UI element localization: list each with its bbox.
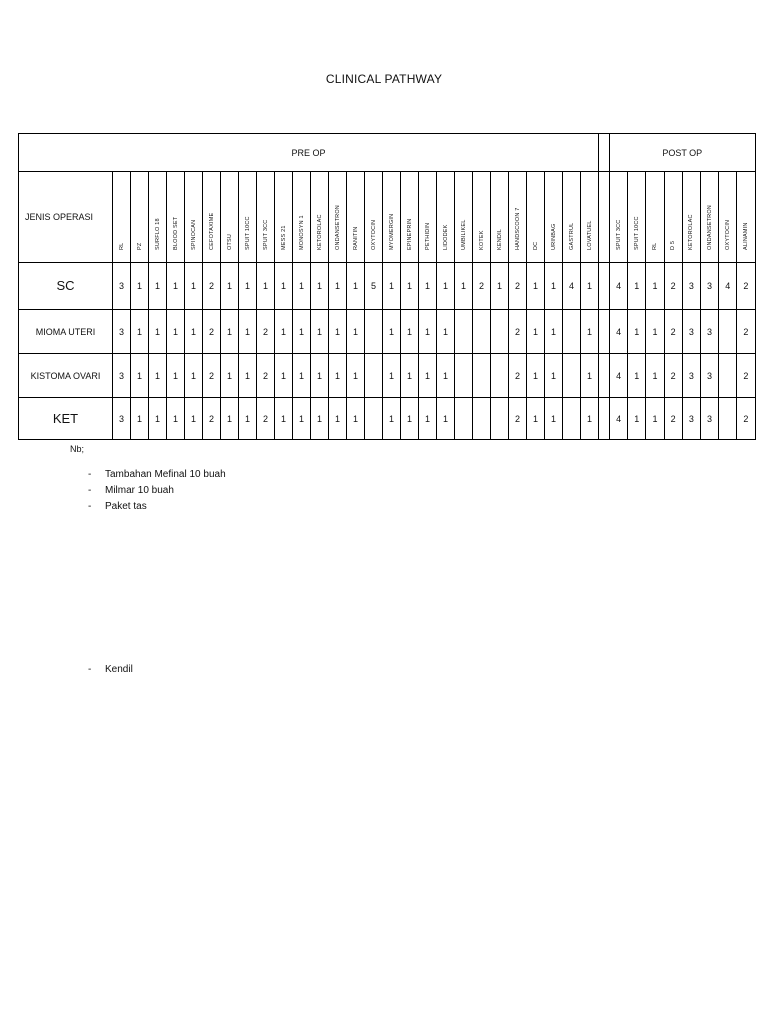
pre-op-value [365,310,383,354]
pre-op-value: 1 [437,398,455,440]
post-op-column-header [682,172,700,263]
pre-op-value: 2 [257,310,275,354]
pre-op-value: 1 [401,398,419,440]
pre-op-value [473,354,491,398]
column-label: KOTEK [478,230,485,250]
pre-op-value: 1 [293,398,311,440]
pre-op-value: 1 [167,354,185,398]
pre-op-value: 1 [149,354,167,398]
pre-op-value [455,398,473,440]
column-label: ONDANSETRON [334,205,341,250]
pre-op-value: 1 [383,263,401,310]
post-op-column-header [664,172,682,263]
pre-op-value: 1 [167,310,185,354]
pre-op-value: 1 [419,398,437,440]
column-label: ALINAMIN [742,222,749,250]
pre-op-value: 2 [509,398,527,440]
pre-op-column-header [311,172,329,263]
pre-op-column-header [293,172,311,263]
pre-op-value: 1 [275,354,293,398]
column-label: MESS 21 [280,225,287,250]
note-item [88,469,226,480]
pre-op-value: 1 [581,354,599,398]
pre-op-column-header [239,172,257,263]
nb-label: Nb; [70,444,85,454]
pre-op-value: 1 [221,310,239,354]
pre-op-value: 2 [509,263,527,310]
note-text: Kendil [105,664,133,675]
pre-op-value: 2 [473,263,491,310]
post-op-column-header [719,172,737,263]
pre-op-column-header [347,172,365,263]
column-label: MYOMERGIN [388,213,395,250]
pre-op-value: 1 [221,354,239,398]
pre-op-column-header [131,172,149,263]
pre-op-value: 2 [509,354,527,398]
pre-op-value: 1 [419,310,437,354]
pre-op-value: 1 [185,398,203,440]
jenis-operasi-header: JENIS OPERASI [19,172,113,263]
note-item [88,485,174,496]
post-op-value: 1 [646,263,664,310]
divider-cell [599,354,610,398]
column-label: DC [532,241,539,250]
pre-op-column-header [491,172,509,263]
pre-op-column-header [419,172,437,263]
post-op-value: 3 [700,354,718,398]
table-row [19,310,756,354]
pre-op-value: 1 [293,263,311,310]
pre-op-column-header [455,172,473,263]
post-op-value: 1 [628,263,646,310]
post-op-value: 3 [682,263,700,310]
clinical-pathway-table [18,133,756,440]
pre-op-value: 1 [311,398,329,440]
pre-op-column-header [113,172,131,263]
column-label: KENDIL [496,228,503,250]
pre-op-value: 1 [347,263,365,310]
pre-op-value [563,354,581,398]
column-label: MONOSYN 1 [298,215,305,250]
pre-op-value: 2 [203,398,221,440]
column-label: SURFLO 18 [154,218,161,250]
column-label: PZ [136,242,143,250]
pre-op-value: 1 [527,354,545,398]
table-row [19,354,756,398]
pre-op-value: 1 [257,263,275,310]
post-op-value: 2 [664,310,682,354]
pre-op-value: 1 [347,310,365,354]
pre-op-value: 2 [203,310,221,354]
pre-op-value: 1 [311,354,329,398]
divider-cell [599,263,610,310]
pre-op-value: 1 [185,354,203,398]
column-label: CEFOTAXIME [208,212,215,250]
pre-op-value [563,310,581,354]
pre-op-value: 1 [221,398,239,440]
pre-op-value: 1 [185,263,203,310]
pre-op-value: 1 [149,310,167,354]
column-label: GASTRUL [568,222,575,250]
pre-op-column-header [563,172,581,263]
pre-op-value: 1 [401,263,419,310]
column-label: UMBILIKEL [460,219,467,250]
column-label: LOVATUEL [586,220,593,250]
pre-op-column-header [149,172,167,263]
pre-op-value: 2 [203,263,221,310]
post-op-value: 3 [682,310,700,354]
post-op-value: 2 [737,398,755,440]
operation-name: SC [19,263,113,310]
pre-op-column-header [203,172,221,263]
operation-name: KET [19,398,113,440]
pre-op-value: 1 [131,354,149,398]
pre-op-value: 1 [545,398,563,440]
note-text: Tambahan Mefinal 10 buah [105,469,226,480]
post-op-value: 4 [610,263,628,310]
post-op-value [719,310,737,354]
post-op-value: 1 [646,354,664,398]
post-op-value [719,354,737,398]
pre-op-value: 3 [113,263,131,310]
pre-op-column-header [545,172,563,263]
pre-op-value: 1 [527,310,545,354]
pre-op-value: 1 [185,310,203,354]
post-op-value: 4 [610,310,628,354]
column-label: SPUIT 10CC [244,216,251,250]
pre-op-value: 1 [167,263,185,310]
divider-cell [599,398,610,440]
pre-op-value: 2 [509,310,527,354]
pre-op-column-header [167,172,185,263]
pre-op-value: 1 [437,263,455,310]
pre-op-value: 1 [329,263,347,310]
post-op-value: 2 [664,354,682,398]
post-op-value: 3 [700,263,718,310]
pre-op-value: 2 [257,354,275,398]
column-label: OXYTOCIN [724,219,731,250]
table-row [19,263,756,310]
post-op-value: 4 [610,354,628,398]
pre-op-value: 2 [257,398,275,440]
pre-op-value [455,310,473,354]
pre-op-column-header [527,172,545,263]
pre-op-value: 3 [113,398,131,440]
post-op-value: 3 [700,398,718,440]
pre-op-column-header [221,172,239,263]
pre-op-value: 1 [275,398,293,440]
column-label: RL [651,242,658,250]
pre-op-value: 1 [239,263,257,310]
bullet-dash: - [88,485,92,496]
post-op-column-header [646,172,664,263]
column-label: RANITIN [352,226,359,250]
post-op-value: 4 [719,263,737,310]
pre-op-value: 1 [131,310,149,354]
post-op-value: 1 [628,398,646,440]
post-op-value: 2 [664,263,682,310]
pre-op-column-header [581,172,599,263]
column-label: LIDODEK [442,224,449,250]
pre-op-value [455,354,473,398]
pre-op-column-header [401,172,419,263]
divider-cell [599,310,610,354]
column-label: HANDSCOON 7 [514,207,521,250]
pre-op-value: 1 [437,354,455,398]
pre-op-value: 1 [293,310,311,354]
pre-op-value: 1 [581,398,599,440]
column-label: BLOOD SET [172,216,179,250]
pre-op-value: 1 [329,398,347,440]
operation-name: KISTOMA OVARI [19,354,113,398]
pre-op-value: 1 [581,310,599,354]
pre-op-value: 1 [545,354,563,398]
note-item [88,501,147,512]
pre-op-value [491,310,509,354]
column-label: SPUIT 3CC [262,219,269,250]
pre-op-value: 1 [545,310,563,354]
pre-op-value: 1 [275,263,293,310]
pre-op-value: 3 [113,354,131,398]
column-label: PETHIDIN [424,222,431,250]
column-label: OTSU [226,233,233,250]
pre-op-value: 1 [293,354,311,398]
column-label: KETOROLAC [316,214,323,250]
pre-op-value: 1 [383,398,401,440]
pre-op-column-header [329,172,347,263]
pre-op-value: 1 [437,310,455,354]
pre-op-value: 1 [347,354,365,398]
pre-op-value: 1 [383,354,401,398]
pre-op-column-header [365,172,383,263]
pre-op-value: 1 [239,310,257,354]
post-op-value: 2 [737,263,755,310]
pre-op-value: 1 [401,354,419,398]
column-label: SPUIT 3CC [615,219,622,250]
pre-op-header: PRE OP [19,134,599,172]
column-label: EPINEPRIN [406,218,413,250]
operation-name: MIOMA UTERI [19,310,113,354]
pre-op-value: 1 [527,263,545,310]
pre-op-value: 1 [527,398,545,440]
pre-op-value: 1 [347,398,365,440]
bullet-dash: - [88,469,92,480]
pre-op-value: 1 [131,263,149,310]
post-op-column-header [700,172,718,263]
post-op-value: 3 [700,310,718,354]
column-label: OXYTOCIN [370,219,377,250]
pre-op-value [365,354,383,398]
table-row [19,398,756,440]
pre-op-value [473,310,491,354]
column-label: D 5 [670,240,677,250]
pre-op-column-header [185,172,203,263]
pre-op-value: 5 [365,263,383,310]
pre-op-value: 1 [239,354,257,398]
column-label: KETOROLAC [688,214,695,250]
pre-op-value: 1 [149,398,167,440]
bullet-dash: - [88,664,92,675]
pre-op-column-header [275,172,293,263]
pre-op-value: 1 [149,263,167,310]
pre-op-value: 1 [311,263,329,310]
column-label: SPUIT 10CC [633,216,640,250]
pre-op-value: 1 [221,263,239,310]
column-label: SPINOCAN [190,219,197,250]
pre-op-column-header [473,172,491,263]
divider-cell [599,134,610,172]
pre-op-value: 1 [491,263,509,310]
post-op-column-header [610,172,628,263]
pre-op-value: 1 [275,310,293,354]
post-op-value: 3 [682,354,700,398]
post-op-column-header [737,172,755,263]
pre-op-value: 1 [419,263,437,310]
note-text: Milmar 10 buah [105,485,174,496]
pre-op-value: 1 [239,398,257,440]
column-label: URINBAG [550,223,557,250]
pre-op-value: 1 [383,310,401,354]
pre-op-value: 1 [455,263,473,310]
pre-op-value [473,398,491,440]
pre-op-value [365,398,383,440]
post-op-value: 2 [664,398,682,440]
bullet-dash: - [88,501,92,512]
pre-op-column-header [437,172,455,263]
pre-op-value: 4 [563,263,581,310]
pre-op-value: 2 [203,354,221,398]
pre-op-value: 1 [329,310,347,354]
pre-op-value: 1 [581,263,599,310]
divider-cell [599,172,610,263]
pre-op-value: 1 [167,398,185,440]
pre-op-value: 1 [311,310,329,354]
pre-op-value: 1 [545,263,563,310]
post-op-value: 1 [646,398,664,440]
post-op-value: 2 [737,310,755,354]
post-op-value: 1 [628,310,646,354]
column-label: RL [118,242,125,250]
pre-op-column-header [509,172,527,263]
post-op-value: 1 [628,354,646,398]
post-op-value: 2 [737,354,755,398]
pre-op-value [491,354,509,398]
column-label: ONDANSETRON [706,205,713,250]
pre-op-value: 1 [419,354,437,398]
post-op-value: 1 [646,310,664,354]
pre-op-column-header [257,172,275,263]
post-op-value: 3 [682,398,700,440]
note-item [88,664,133,675]
note-text: Paket tas [105,501,147,512]
pre-op-value: 3 [113,310,131,354]
post-op-value [719,398,737,440]
post-op-header: POST OP [610,134,756,172]
pre-op-column-header [383,172,401,263]
post-op-column-header [628,172,646,263]
pre-op-value [563,398,581,440]
page-title: CLINICAL PATHWAY [325,72,443,86]
pre-op-value: 1 [401,310,419,354]
post-op-value: 4 [610,398,628,440]
pre-op-value: 1 [329,354,347,398]
pre-op-value: 1 [131,398,149,440]
pre-op-value [491,398,509,440]
